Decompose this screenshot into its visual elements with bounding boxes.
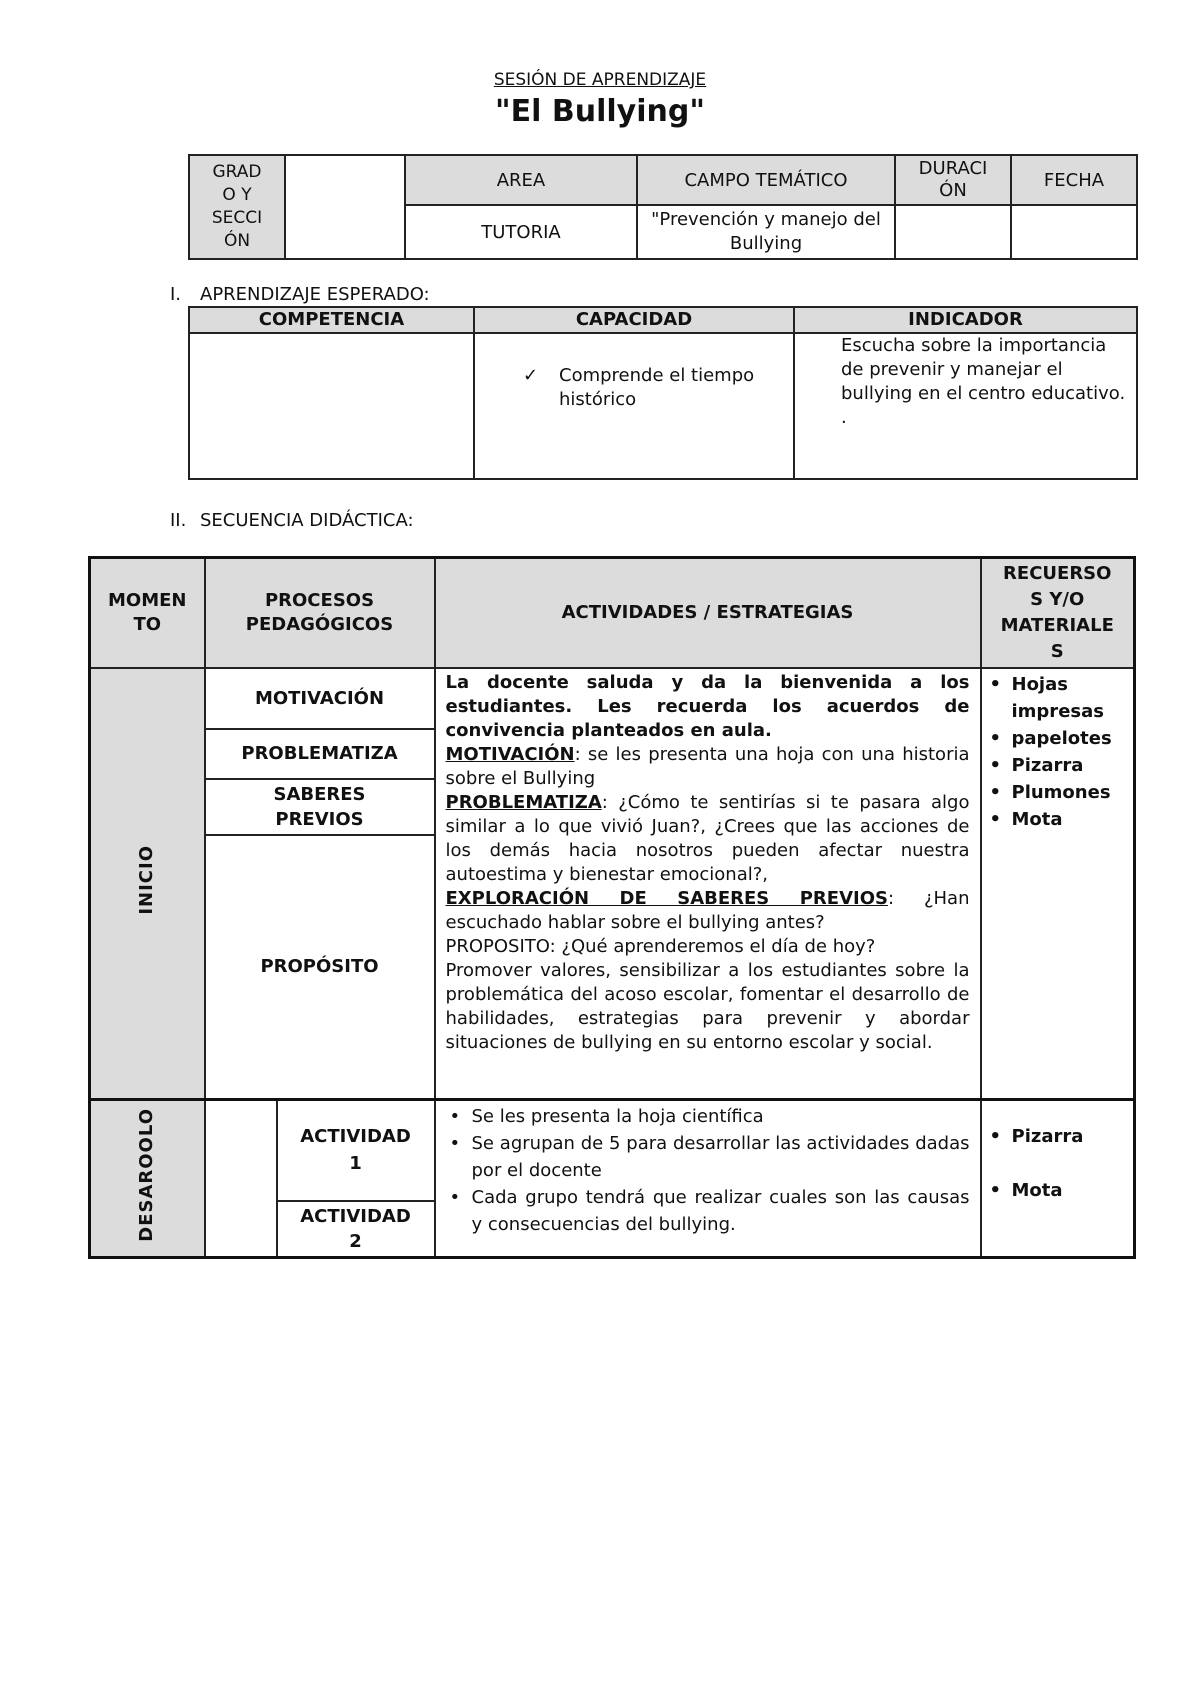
recurso-item: • Mota [1004,806,1130,833]
actividades-desarrollo [435,1099,981,1258]
indicador-text: Escucha sobre la importancia de prevenir y manejar el bullying en el centro educativo. [841,335,1126,404]
intro-text: La docente saluda y da la bienvenida a los estudiantes. Les recuerda los acuerdos de convivencia planteados en aula. [445,672,970,741]
col-competencia: COMPETENCIA [189,307,474,333]
problematiza-text: PROBLEMATIZA: ¿Cómo te sentirías si te pasara algo similar a lo que vivió Juan?, ¿Crees que las acciones de los demás hacia nosotros pueden afectar nuestra autoestima y bienestar emocional?, [445,792,970,885]
actividad-item: • Se les presenta la hoja científica [464,1103,970,1130]
fecha-value[interactable] [1011,205,1137,259]
actividades-inicio [435,668,981,1099]
duracion-value[interactable] [895,205,1011,259]
recursos-desarrollo [981,1099,1135,1258]
section-2-heading: II. SECUENCIA DIDÁCTICA: [170,510,414,531]
col-recursos: RECUERSO S Y/O MATERIALE S [981,558,1135,669]
motivacion-text: MOTIVACIÓN: se les presenta una hoja con una historia sobre el Bullying [445,744,970,789]
momento-desarrollo: DESAROOLO [90,1099,205,1258]
secuencia-table [88,556,1136,1259]
section-1-heading: I. APRENDIZAJE ESPERADO: [170,284,430,305]
recursos-inicio [981,668,1135,1099]
area-value: TUTORIA [405,205,637,259]
area-label: AREA [405,155,637,205]
col-actividades: ACTIVIDADES / ESTRATEGIAS [435,558,981,669]
fecha-label: FECHA [1011,155,1137,205]
blank-cell [205,1099,277,1258]
proc-problematiza: PROBLEMATIZA [205,729,435,779]
exploracion-text: EXPLORACIÓN DE SABERES PREVIOS: ¿Han escuchado hablar sobre el bullying antes? [445,888,970,933]
proposito-text: Promover valores, sensibilizar a los estudiantes sobre la problemática del acoso escolar, fomentar el desarrollo de habilidades, estrategias para prevenir y abordar situaciones de bullying en su entorno escolar y social. [445,960,970,1053]
campo-value: "Prevención y manejo del Bullying [637,205,895,259]
grado-label: GRAD O Y SECCI ÓN [189,155,285,259]
document-subtitle: SESIÓN DE APRENDIZAJE [493,70,707,90]
campo-label: CAMPO TEMÁTICO [637,155,895,205]
col-procesos: PROCESOS PEDAGÓGICOS [205,558,435,669]
proc-motivacion: MOTIVACIÓN [205,668,435,729]
capacidad-text: Comprende el tiempo histórico [559,365,755,410]
recurso-item: • Pizarra [1004,752,1130,779]
recurso-item: • Mota [1004,1177,1130,1204]
recurso-item: • Hojas impresas [1004,671,1130,725]
col-capacidad: CAPACIDAD [474,307,794,333]
grado-value[interactable] [285,155,405,259]
actividad-item: • Se agrupan de 5 para desarrollar las actividades dadas por el docente [464,1130,970,1184]
col-momento: MOMEN TO [90,558,205,669]
info-table [188,154,1138,260]
check-icon: ✓ [523,365,539,386]
recurso-item: • Pizarra [1004,1123,1130,1150]
momento-inicio: INICIO [90,668,205,1099]
actividad-1: ACTIVIDAD 1 [277,1099,435,1201]
proc-saberes: SABERES PREVIOS [205,779,435,835]
competencia-cell [189,333,474,479]
capacidad-cell [474,333,794,479]
document-title: "El Bullying" [495,94,705,129]
proc-proposito: PROPÓSITO [205,835,435,1099]
indicador-dot: . [841,407,847,428]
aprendizaje-table [188,306,1138,480]
col-indicador: INDICADOR [794,307,1137,333]
actividad-item: • Cada grupo tendrá que realizar cuales son las causas y consecuencias del bullying. [464,1184,970,1238]
recurso-item: • papelotes [1004,725,1130,752]
indicador-cell [794,333,1137,479]
recurso-item: • Plumones [1004,779,1130,806]
duracion-label: DURACI ÓN [895,155,1011,205]
actividad-2: ACTIVIDAD 2 [277,1201,435,1258]
proposito-question: PROPOSITO: ¿Qué aprenderemos el día de hoy? [445,936,876,957]
